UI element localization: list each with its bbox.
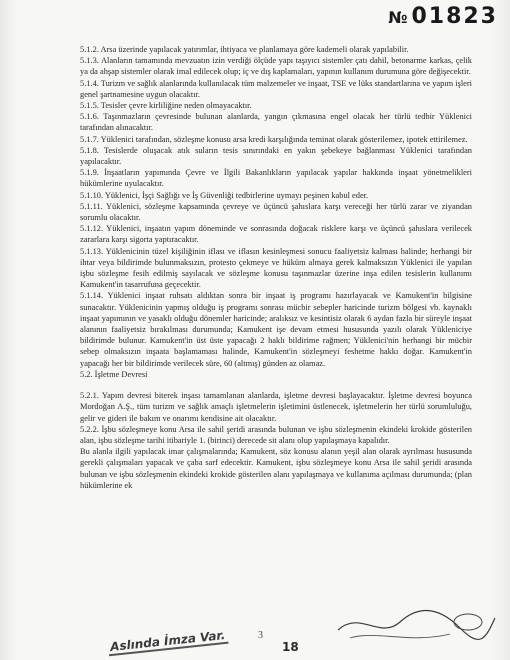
document-number-digits: 01823 — [411, 4, 498, 29]
section-heading: 5.2. İşletme Devresi — [80, 369, 148, 379]
certified-copy-stamp: Aslında İmza Var. — [107, 628, 228, 656]
clause-5-2-2-continued: Bu alanla ilgili yapılacak imar çalışmalarında; Kamukent, söz konusu alanın yeşil alan olarak ayrılması hususunda gerekli çalışmaları yapacak ve çaba sarf edecektir. Kamukent, işbu sözleşmeye konu Arsa ile sahil şeridi arasında bulunan ve işbu sözleşmenin ekindeki krokide gösterilen alanı yapılaşmaya ve kullanıma açılması durumunda; (plan hükümlerine ek — [80, 447, 472, 490]
clause-5-1-10: 5.1.10. Yüklenici, İşçi Sağlığı ve İş Güvenliği tedbirlerine uymayı peşinen kabul eder. — [80, 190, 369, 200]
document-body — [80, 44, 472, 491]
clause-5-1-6: 5.1.6. Taşınmazların çevresinde bulunan alanlarda, yangın çıkmasına engel olacak her türlü tedbir Yüklenici tarafından alınacaktır. — [80, 112, 472, 133]
clause-5-2-2: 5.2.2. İşbu sözleşmeye konu Arsa ile sahil şeridi arasında bulunan ve işbu sözleşmenin ekindeki krokide gösterilen alan, işbu sözleşme tarihi itibariyle 1. (birinci) derecede sit alanı olup yapılaşmaya kapalıdır. — [80, 424, 472, 445]
clause-5-1-14: 5.1.14. Yüklenici inşaat ruhsatı aldıktan sonra bir inşaat iş programı hazırlayacak ve Kamukent'in bilgisine sunacaktır. Yüklenicinin yapmış olduğu iş programı sonrası mücbir sebepler haricinde turizm bölgesi vb. kaynaklı inşaat yapımının ve yasaklı olduğu dönemler haricinde; aralıksız ve kesintisiz olarak 6 aydan fazla bir süreyle inşaat alanının faaliyetsiz bırakılması durumunda; Kamukent işe devam etmesi hususunda yazılı olarak Yükleniciye bildirimde bulunur. Kamukent'in üst üste yapacağı 2 haklı bildirime rağmen; Yüklenici'nin herhangi bir mücbir sebep olmaksızın inşaata başlamaması halinde, Kamukent'in sözleşmeyi feshetme hakkı doğar. Kamukent'in yapacağı her bir bildirimde verilecek süre, 60 (altmış) günden az olamaz. — [80, 291, 472, 368]
signature-scribble — [330, 600, 500, 650]
clause-5-2-1: 5.2.1. Yapım devresi biterek inşası tamamlanan alanlarda, işletme devresi başlayacaktır. İşletme devresi boyunca Mordoğan A.Ş., tüm turizm ve sağlık amaçlı işletmelerin işletimini üstlenecek, işletmelerin her türlü sorumluluğu, gelir ve gideri ile bakım ve onarımı kendisine ait olacaktır. — [80, 391, 472, 423]
clause-5-1-11: 5.1.11. Yüklenici, sözleşme kapsamında çevreye ve üçüncü şahıslara karşı vereceği her türlü zarar ve ziyandan sorumlu olacaktır. — [80, 201, 472, 223]
document-number — [388, 4, 498, 29]
clause-5-1-13: 5.1.13. Yüklenicinin tüzel kişiliğinin iflası ve iflasın kesinleşmesi sonucu faaliyetsiz kalması halinde; herhangi bir ihtar veya bildirimde bulunmaksızın, protesto çekmeye ve hüküm almaya gerek kalmaksızın Yüklenici ile yapılan işbu sözleşme fesih edilmiş sayılacak ve sözleşme konusu taşınmazlar üzerine inşa edilen tesislerin kullanımı Kamukent'in tasarrufuna geçecektir. — [80, 246, 472, 290]
date-stamp: 18 — [282, 640, 299, 654]
document-number-prefix: № — [388, 8, 408, 27]
clause-5-1-3: 5.1.3. Alanların tamamında mevzuatın izin verdiği ölçüde yapı taşıyıcı sistemler çatı dahil, betonarme karkas, çelik ya da ahşap sistemler olarak imal edilecek olup; iç ve dış kaplamaları, yapının kullanım durumuna göre değişecektir. — [80, 56, 472, 77]
clause-5-1-8: 5.1.8. Tesislerde oluşacak atık suların tesis sınırındaki en yakın şebekeye bağlanması Yüklenici tarafından yapılacaktır. — [80, 145, 472, 167]
page-number: 3 — [258, 630, 263, 641]
clause-5-1-4: 5.1.4. Turizm ve sağlık alanlarında kullanılacak tüm malzemeler ve inşaat, TSE ve lüks standartlarına ve yapım işleri genel şartnamesine uygun olacaktır. — [80, 78, 472, 99]
clause-5-1-9: 5.1.9. İnşaatların yapımında Çevre ve İlgili Bakanlıkların yapılacak yapılar hakkında inşaat yönetmelikleri hükümlerine uyulacaktır. — [80, 168, 472, 189]
clause-5-1-12: 5.1.12. Yüklenici, inşaatın yapım döneminde ve sonrasında doğacak risklere karşı ve üçüncü şahıslara verilecek zararlara karşı sigorta yaptıracaktır. — [80, 224, 472, 245]
clause-5-1-7: 5.1.7. Yüklenici tarafından, sözleşme konusu arsa kredi karşılığında teminat olarak gösterilemez, ipotek ettirilemez. — [80, 134, 468, 144]
clause-5-1-2: 5.1.2. Arsa üzerinde yapılacak yatırımlar, ihtiyaca ve planlamaya göre kademeli olarak yapılabilir. — [80, 45, 409, 54]
clause-5-1-5: 5.1.5. Tesisler çevre kirliliğine neden olmayacaktır. — [80, 101, 252, 111]
